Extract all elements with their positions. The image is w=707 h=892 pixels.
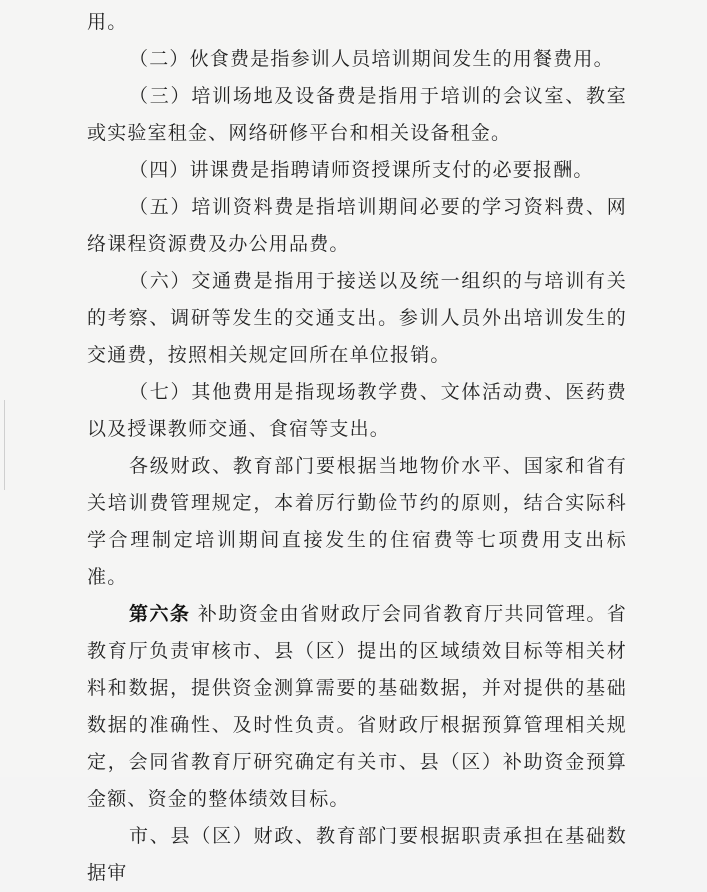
- paragraph-item-5: （五）培训资料费是指培训期间必要的学习资料费、网络课程资源费及办公用品费。: [87, 196, 627, 255]
- paragraph-continuation: 用。: [87, 11, 128, 33]
- paragraph-item-2: （二）伙食费是指参训人员培训期间发生的用餐费用。: [129, 48, 614, 70]
- article-6-text: 补助资金由省财政厅会同省教育厅共同管理。省教育厅负责审核市、县（区）提出的区域绩效目标等相关材料和数据，提供资金测算需要的基础数据，并对提供的基础数据的准确性、及时性负责。省财政厅根据预算管理相关规定，会同省教育厅研究确定有关市、县（区）补助资金预算金额、资金的整体绩效目标。: [87, 603, 627, 810]
- paragraph-item-7: （七）其他费用是指现场教学费、文体活动费、医药费以及授课教师交通、食宿等支出。: [87, 381, 627, 440]
- paragraph-item-6: （六）交通费是指用于接送以及统一组织的与培训有关的考察、调研等发生的交通支出。参训人员外出培训发生的交通费，按照相关规定回所在单位报销。: [87, 270, 627, 366]
- document-body: [87, 4, 627, 892]
- article-heading: 第六条: [129, 603, 191, 625]
- paragraph-final: 市、县（区）财政、教育部门要根据职责承担在基础数据审: [87, 825, 627, 884]
- paragraph-standards: 各级财政、教育部门要根据当地物价水平、国家和省有关培训费管理规定，本着厉行勤俭节约的原则，结合实际科学合理制定培训期间直接发生的住宿费等七项费用支出标准。: [87, 455, 627, 588]
- paragraph-item-4: （四）讲课费是指聘请师资授课所支付的必要报酬。: [129, 159, 594, 181]
- paragraph-item-3: （三）培训场地及设备费是指用于培训的会议室、教室或实验室租金、网络研修平台和相关设备租金。: [87, 85, 627, 144]
- paragraph-article-6: [87, 596, 627, 818]
- scan-edge-line: [4, 400, 5, 490]
